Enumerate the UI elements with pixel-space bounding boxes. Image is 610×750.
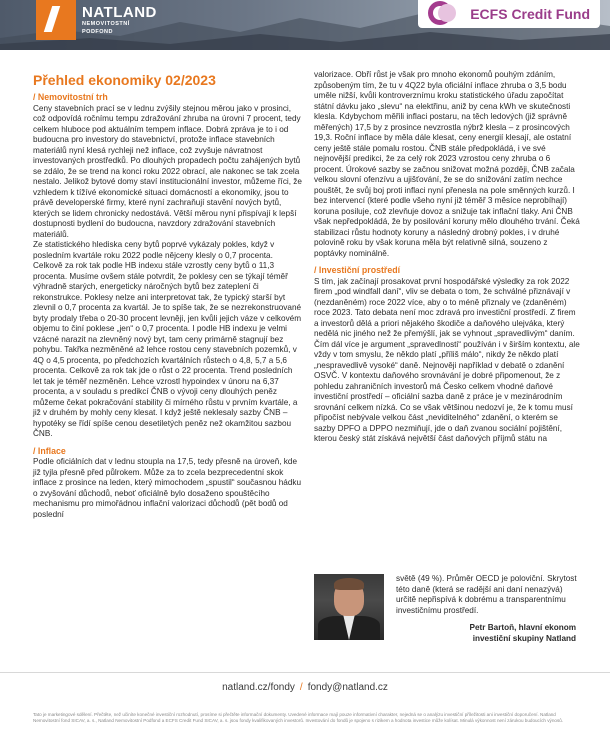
natland-logo-subtitle-2: PODFOND: [82, 28, 113, 35]
paragraph-inflation-2: valorizace. Obří růst je však pro mnoho ekonomů pouhým zdáním, způsobeným tím, že tu v 4Q22 byla oficiální inflace zhruba o 3,5 bodu uměle nižší, kvůli kontroverznímu kroku statistického úřadu započítat státní dávku jako „slevu“ na elektřinu, aniž by cena kWh ve skutečnosti klesla. Kdybychom měřili inflaci postaru, na těch ledových (již správně měřených) 17,5 by z prosince nevzrostla nýbrž klesla – z prosincových 19,3. Roční inflace by měla dále klesat, ceny energií klesají, ale ostatní ceny ještě stále pomalu rostou. ČNB stále předpokládá, i ve své nejnovější predikci, že za celý rok 2023 vzrostou ceny zhruba o 6 procent. Úrokové sazby se začnou snižovat možná později, ČNB začala velkou slovní ofenzívu a ujišťování, že se do snižování zatím nechce pouštět, že svůj boj proti inflaci nyní přenesla na pole směnných kurzů. I bez intervencí (které podle všeho nyní již téměř 3 měsíce neprobíhají) koruna posiluje, což zlevňuje dovoz a snižuje tak inflační tlaky. Ani ČNB však nepředpokládá, že by posilování koruny mělo dlouhého trvání. Čeká stabilizaci růstu hodnoty koruny a následný drobný pokles, i v druhé polovině roku by však koruna měla být relativně silná, souzeno z poptávky nominálně.: [314, 70, 580, 258]
footer-url-link[interactable]: natland.cz/fondy: [222, 682, 295, 693]
author-name: Petr Bartoň, hlavní ekonom: [469, 623, 576, 632]
paragraph-investment-2: světě (49 %). Průměr OECD je poloviční. Skrytost této daně (která se radější ani daní nenazývá) určitě nepřispívá k dobrému a transparentnímu investičnímu prostředí.: [396, 574, 577, 615]
author-role: investiční skupiny Natland: [472, 634, 576, 643]
paragraph-real-estate-1: Ceny stavebních prací se v lednu zvýšily stejnou měrou jako v prosinci, což odpovídá ročnímu tempu zdražování zhruba na úrovni 7 procent, tedy celkem hluboce pod aktuálním tempem inflace. Dobrá zpráva je to i od budoucna pro investory do stavebnictví, protože inflace stavebních materiálů nyní klesá rychleji než inflace, což zvyšuje návratnost investovaných prostředků. Po dlouhých propadech počtu zahájených bytů se zdálo, že se trend na konci roku 2022 obrací, ale nakonec se tak zcela nestalo. Jelikož bytové domy staví institucionální investor, můžeme říci, že vzhledem k tížívé ekonomické situaci domácností a ekonomiky, jsou to právě developerské firmy, které nyní zachraňují stavění nových bytů, kterých se lidem chronicky nedostává. Větší měrou nyní přispívají k lepší dostupnosti bydlení do budoucna, navzdory zdražování stavebních materiálů.: [33, 103, 302, 239]
ecfs-logo: [418, 0, 600, 28]
ecfs-logo-text: ECFS Credit Fund: [470, 6, 590, 22]
page-title: Přehled ekonomiky 02/2023: [33, 72, 216, 88]
footer-separator: /: [299, 682, 303, 693]
author-signature: [470, 622, 576, 644]
section-heading-investicni-prostredi: / Investiční prostředí: [314, 265, 401, 275]
header-banner: [0, 0, 610, 50]
legal-disclaimer: Tato je marketingové sdělení. Přečtěte, než učiníte konečné investiční rozhodnutí, prosíme si přečtěte informační dokumenty. Uvedené informace mají pouze informativní charakter, nejedná se o analýzu investiční příležitosti ani investiční doporučení. Natland Nemovitostní fond SICAV, a. s., Natland Nemovitostní Podfond a ECFS Credit Fund SICAV, a. s. jsou fondy kvalifikovaných investorů. Investování do fondů je spojeno s rizikem a hodnota investice může kolísat. Minulá výkonnost není zárukou budoucích výnosů.: [33, 712, 564, 723]
paragraph-investment-1: S tím, jak začínají prosakovat první hospodářské výsledky za rok 2022 firem „pod windfall daní“, vliv se debata o tom, že schválné přiznávají v (nezdaněném) roce 2022 více, aby o to méně přiznaly ve (zdaněném) roce 2023. Tato debata není moc zdravá pro investiční prostředí. Z firem a investorů dělá a priori nějakého škodiče a daňového ulejváka, který nedělá nic jiného než že přemýšlí, jak se vyhnout „spravedlivým“ daním. Čím dál více je argument „spravedlnosti“ používán i v širším kontextu, ale vždy v tom smyslu, že někdo platí „příliš málo“, nikdy že někdo platí „nespravedlivě vysoké“ daně. Nejnověji například v debatě o zdanění OSVČ. V kontextu daňového srovnávání je dobré připomenout, že z pohledu zahraničních investorů má Česko celkem vhodné daňové investiční prostředí – oficiální sazba daně z práce je v mezinárodním srovnání celkem nízká. Co se však většinou nedozví je, že k tomu musí připočíst nebývale velkou část „neviditelného“ zdanění, o kterém se sazby DPFO a DPPO nezmiňují, jde o daň zvanou sociální pojištění, kterou český stát získává největší část daňových příjmů státu na: [314, 276, 580, 443]
footer: [0, 672, 610, 702]
natland-logo-title: NATLAND: [82, 4, 157, 21]
author-photo: [314, 574, 384, 640]
footer-email-link[interactable]: fondy@natland.cz: [307, 682, 388, 693]
section-heading-inflace: / Inflace: [33, 445, 66, 456]
natland-logo-subtitle: NEMOVITOSTNÍ: [82, 21, 130, 27]
section-heading-nemovitostni-trh: / Nemovitostní trh: [33, 92, 108, 102]
natland-logo: [36, 0, 157, 40]
paragraph-real-estate-2: Ze statistického hlediska ceny bytů poprvé vykázaly pokles, když v posledním kvartále roku 2022 podle nějceny klesly o 0,7 procenta. Celkově za rok tak podle HB indexu stále vzrostly ceny bytů o 11,3 procenta. Musíme ovšem stále potvrdit, že poklesy cen se týkají téměř výhradně starých, energeticky náročných bytů bez zateplení či rekonstrukce. Poklesy nelze ani interpretovat tak, že typický starší byt zlevnil o 0,7 procenta za kvartál. Je to spíše tak, že se nezrekonstruované byty prodaly třeba o 20-30 procent levněji, jen kvůli jejich váze v celkovém objemu to činí poklese „jen“ o 0,7 procenta. I podle HB indexu je velmi vzácné narazit na zlevněný nový byt, tam ceny primárně stagnují bez pohybu. Takřka nezměněné až lehce rostou ceny stavebních pozemků, v 4Q o 4,5 procenta, po předchozích kvartálních růstech o 4,8, 5,7 a 5,6 procenta. Celkově za rok tak jde o růst o 22 procenta. Trend posledních let tak je téměř nezměněn. Lehce vzrostl hypoindex v únoru na 6,37 procenta, a v souladu s predikcí ČNB o vývoji ceny dlouhých peněz můžeme čekat pokračování stability či mírného růstu v prvním kvartále, a již v druhém by mohly ceny klesat. I když ještě neklesaly sazby ČNB – hypotéky se řídí spíše cenou desetiletých peněz než okamžitou sazbou ČNB.: [33, 240, 302, 438]
paragraph-inflation-1: Podle oficiálních dat v lednu stoupla na 17,5, tedy přesně na úroveň, kde již tyjla přesně před půlrokem. Může za to zcela bezprecedentní skok inflace z prosince na leden, který mimochodem „spustil“ současnou hádku o zvyšování důchodů, neboť oficiálně bylo dosaženo spouštěcího mechanismu pro mimořádnou inflační valorizaci důchodů (pět bodů od poslední: [33, 457, 302, 519]
natland-logo-icon: [36, 0, 76, 40]
right-column: [314, 70, 580, 445]
ecfs-logo-icon: [424, 1, 464, 27]
left-column: [33, 92, 303, 520]
